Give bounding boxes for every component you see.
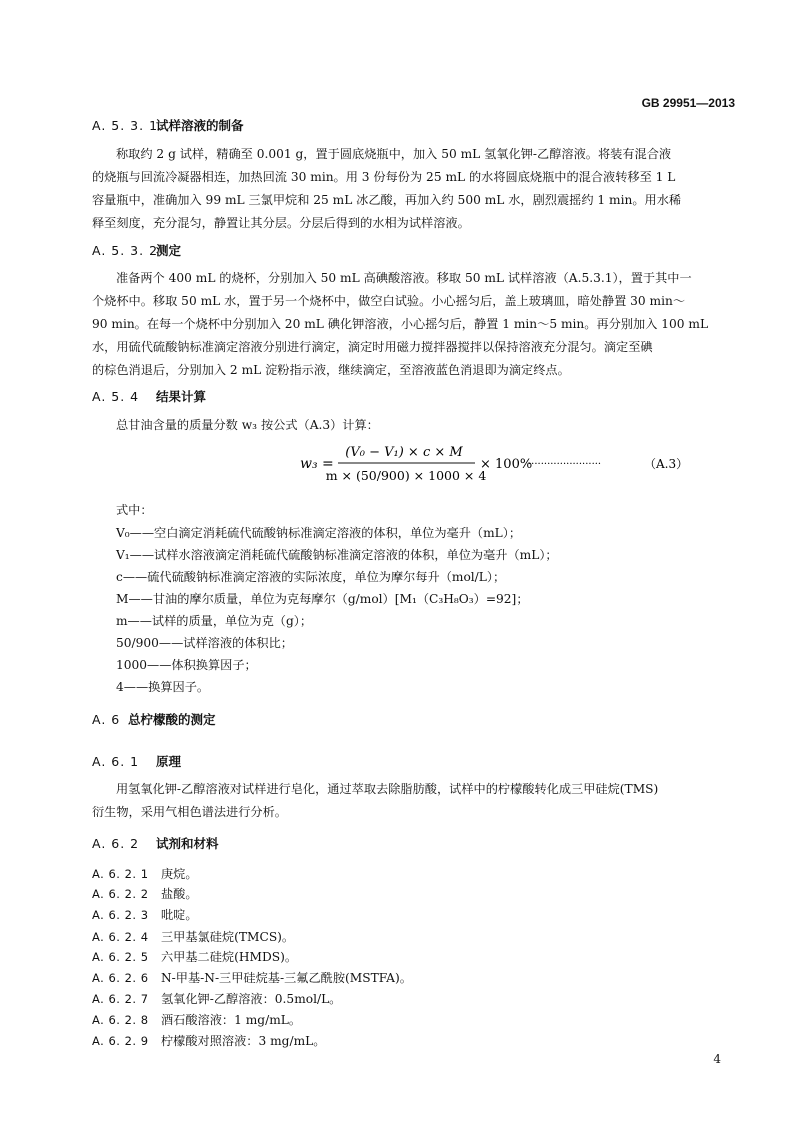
formula-a3 bbox=[300, 440, 700, 486]
page-number: 4 bbox=[713, 1052, 721, 1066]
paragraph-line: 的烧瓶与回流冷凝器相连，加热回流 30 min。用 3 份每份为 25 mL 的水将圆底烧瓶中的混合液转移至 1 L bbox=[92, 170, 676, 184]
section-title: 试剂和材料 bbox=[156, 836, 219, 851]
item-number: A. 6. 2. 2 bbox=[92, 887, 149, 901]
paragraph-line: 容量瓶中，准确加入 99 mL 三氯甲烷和 25 mL 冰乙酸，再加入约 500 mL 水，剧烈震摇约 1 min。用水稀 bbox=[92, 193, 682, 207]
section-title: 试样溶液的制备 bbox=[156, 118, 244, 133]
formula-tail: × 100% bbox=[480, 457, 533, 472]
list-item bbox=[92, 1011, 301, 1028]
paragraph-line: 的棕色消退后，分别加入 2 mL 淀粉指示液，继续滴定，至溶液蓝色消退即为滴定终点。 bbox=[92, 363, 570, 377]
formula-leader-dots: ······················· bbox=[528, 459, 602, 470]
item-text: 酒石酸溶液：1 mg/mL。 bbox=[161, 1013, 302, 1027]
variable-def: M——甘油的摩尔质量，单位为克每摩尔（g/mol）[M₁（C₃H₈O₃）=92]； bbox=[116, 592, 529, 606]
item-number: A. 6. 2. 4 bbox=[92, 930, 149, 944]
paragraph-line: 用氢氧化钾-乙醇溶液对试样进行皂化，通过萃取去除脂肪酸，试样中的柠檬酸转化成三甲硅烷(TMS) bbox=[116, 782, 659, 796]
list-item bbox=[92, 928, 294, 945]
section-heading-a62 bbox=[92, 834, 219, 852]
section-number: A. 6 bbox=[92, 712, 121, 727]
section-heading-a54 bbox=[92, 387, 206, 405]
formula-numerator: (V₀ − V₁) × c × M bbox=[345, 445, 463, 460]
item-text: 柠檬酸对照溶液：3 mg/mL。 bbox=[161, 1034, 326, 1048]
paragraph-line: 水，用硫代硫酸钠标准滴定溶液分别进行滴定，滴定时用磁力搅拌器搅拌以保持溶液充分混匀。滴定至碘 bbox=[92, 340, 653, 354]
item-text: 六甲基二硅烷(HMDS)。 bbox=[161, 950, 298, 964]
variable-def: 4——换算因子。 bbox=[116, 680, 210, 694]
paragraph-line: 衍生物，采用气相色谱法进行分析。 bbox=[92, 805, 287, 819]
item-text: 盐酸。 bbox=[161, 887, 198, 901]
section-number: A. 6. 2 bbox=[92, 836, 140, 851]
list-item bbox=[92, 990, 341, 1007]
section-title: 测定 bbox=[156, 243, 182, 258]
variable-def: V₁——试样水溶液滴定消耗硫代硫酸钠标准滴定溶液的体积，单位为毫升（mL）； bbox=[116, 548, 558, 562]
standard-number: GB 29951—2013 bbox=[641, 96, 735, 110]
list-item bbox=[92, 1032, 325, 1049]
formula-intro: 总甘油含量的质量分数 w₃ 按公式（A.3）计算： bbox=[116, 418, 379, 432]
variable-def: 50/900——试样溶液的体积比； bbox=[116, 636, 293, 650]
section-heading-a532 bbox=[92, 241, 181, 259]
item-text: 庚烷。 bbox=[161, 867, 198, 881]
list-item bbox=[92, 885, 198, 902]
formula-label: （A.3） bbox=[644, 457, 689, 471]
variable-def: V₀——空白滴定消耗硫代硫酸钠标准滴定溶液的体积，单位为毫升（mL）； bbox=[116, 526, 522, 540]
item-number: A. 6. 2. 8 bbox=[92, 1013, 149, 1027]
section-number: A. 5. 3. 1 bbox=[92, 118, 159, 133]
item-number: A. 6. 2. 1 bbox=[92, 867, 149, 881]
paragraph-line: 称取约 2 g 试样，精确至 0.001 g，置于圆底烧瓶中，加入 50 mL 氢氧化钾-乙醇溶液。将装有混合液 bbox=[116, 147, 672, 161]
section-number: A. 6. 1 bbox=[92, 754, 140, 769]
where-label: 式中： bbox=[116, 503, 153, 517]
item-text: 吡啶。 bbox=[161, 908, 198, 922]
formula-lhs: w₃ = bbox=[300, 456, 334, 472]
section-number: A. 5. 3. 2 bbox=[92, 243, 159, 258]
item-number: A. 6. 2. 9 bbox=[92, 1034, 149, 1048]
paragraph-line: 个烧杯中。移取 50 mL 水，置于另一个烧杯中，做空白试验。小心摇匀后，盖上玻璃皿，暗处静置 30 min～ bbox=[92, 294, 686, 308]
variable-def: m——试样的质量，单位为克（g）； bbox=[116, 614, 313, 628]
variable-def: 1000——体积换算因子； bbox=[116, 658, 257, 672]
item-number: A. 6. 2. 3 bbox=[92, 908, 149, 922]
section-title: 总柠檬酸的测定 bbox=[128, 712, 216, 727]
section-heading-a6 bbox=[92, 710, 216, 728]
list-item bbox=[92, 948, 297, 965]
formula-denominator: m × (50/900) × 1000 × 4 bbox=[325, 468, 487, 483]
paragraph-line: 准备两个 400 mL 的烧杯，分别加入 50 mL 高碘酸溶液。移取 50 mL 试样溶液（A.5.3.1），置于其中一 bbox=[116, 271, 692, 285]
item-number: A. 6. 2. 7 bbox=[92, 992, 149, 1006]
list-item bbox=[92, 969, 412, 986]
section-heading-a61 bbox=[92, 752, 181, 770]
section-title: 结果计算 bbox=[156, 389, 207, 404]
item-number: A. 6. 2. 5 bbox=[92, 950, 149, 964]
list-item bbox=[92, 906, 198, 923]
section-title: 原理 bbox=[156, 754, 182, 769]
paragraph-line: 释至刻度，充分混匀，静置让其分层。分层后得到的水相为试样溶液。 bbox=[92, 216, 470, 230]
section-heading-a531 bbox=[92, 116, 244, 134]
item-text: N-甲基-N-三甲硅烷基-三氟乙酰胺(MSTFA)。 bbox=[161, 971, 412, 985]
item-number: A. 6. 2. 6 bbox=[92, 971, 149, 985]
item-text: 三甲基氯硅烷(TMCS)。 bbox=[161, 930, 295, 944]
item-text: 氢氧化钾-乙醇溶液：0.5mol/L。 bbox=[161, 992, 342, 1006]
section-number: A. 5. 4 bbox=[92, 389, 140, 404]
paragraph-line: 90 min。在每一个烧杯中分别加入 20 mL 碘化钾溶液，小心摇匀后，静置 1 min～5 min。再分别加入 100 mL bbox=[92, 317, 709, 331]
variable-def: c——硫代硫酸钠标准滴定溶液的实际浓度，单位为摩尔每升（mol/L）； bbox=[116, 570, 506, 584]
list-item bbox=[92, 865, 198, 882]
